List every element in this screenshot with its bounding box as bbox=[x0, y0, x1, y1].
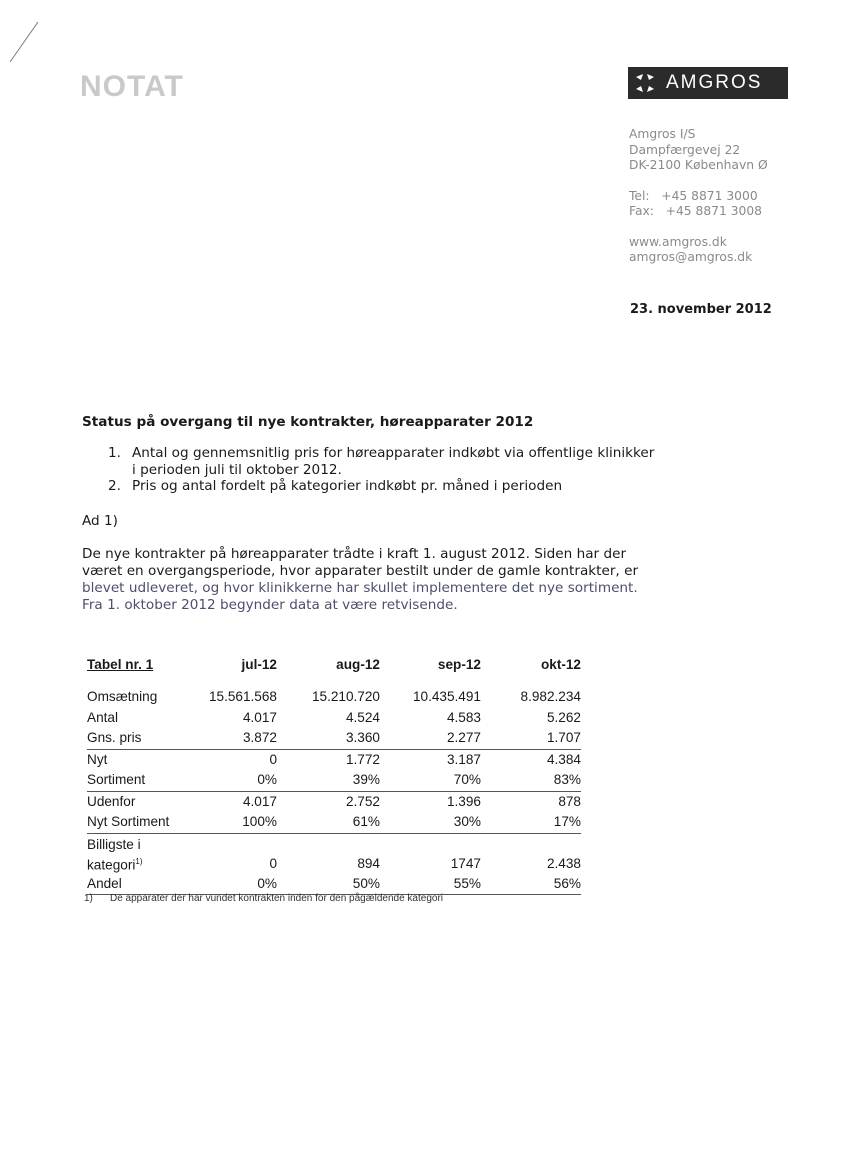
street-address: Dampfærgevej 22 bbox=[629, 142, 741, 157]
table-header-row bbox=[87, 648, 581, 672]
data-table bbox=[87, 648, 581, 895]
table-row: Billigste i kategori$^{1)}$ 0 894 1747 2.438 bbox=[87, 836, 581, 873]
table-title: Tabel nr. 1 bbox=[87, 657, 154, 672]
table-row: Gns. pris 3.872 3.360 2.277 1.707 bbox=[87, 728, 581, 750]
amgros-logo bbox=[628, 67, 788, 99]
column-header: jul-12 bbox=[241, 657, 277, 672]
notat-title: NOTAT bbox=[80, 70, 184, 103]
city-address: DK-2100 København Ø bbox=[629, 158, 768, 172]
document-date: 23. november 2012 bbox=[630, 302, 772, 317]
table-row: Sortiment 0% 39% 70% 83% bbox=[87, 770, 581, 792]
website: www.amgros.dk bbox=[629, 234, 727, 249]
email: amgros@amgros.dk bbox=[629, 250, 753, 264]
amgros-logo-icon bbox=[632, 70, 658, 96]
list-item: 1. Antal og gennemsnitlig pris for høreapparater indkøbt via offentlige klinikker i perioden juli til oktober 2012. bbox=[108, 445, 655, 478]
column-header: aug-12 bbox=[336, 657, 380, 672]
table-row: Andel 0% 50% 55% 56% bbox=[87, 874, 581, 896]
document-heading: Status på overgang til nye kontrakter, høreapparater 2012 bbox=[82, 414, 534, 430]
list-item: 2. Pris og antal fordelt på kategorier indkøbt pr. måned i perioden bbox=[108, 478, 563, 494]
pen-stroke-mark bbox=[8, 16, 48, 66]
table-row: Nyt 0 1.772 3.187 4.384 bbox=[87, 751, 581, 767]
table-row: Omsætning 15.561.568 15.210.720 10.435.491 8.982.234 bbox=[87, 689, 581, 704]
body-paragraph: De nye kontrakter på høreapparater trådte i kraft 1. august 2012. Siden har der været en overgangsperiode, hvor apparater bestilt under de gamle kontrakter, er blevet udleveret, og hvor klinikkerne har skullet implementere det nye sortiment. Fra 1. oktober 2012 begynder data at være retvisende. bbox=[82, 546, 639, 613]
numbered-list bbox=[108, 445, 698, 495]
fax-line: Fax: +45 8871 3008 bbox=[629, 204, 762, 218]
column-header: okt-12 bbox=[540, 657, 581, 672]
fax-number: +45 8871 3008 bbox=[665, 204, 762, 218]
company-name: Amgros I/S bbox=[629, 127, 696, 141]
section-label: Ad 1) bbox=[82, 513, 118, 529]
table-row: Antal 4.017 4.524 4.583 5.262 bbox=[87, 709, 581, 725]
amgros-logo-text: AMGROS bbox=[666, 72, 763, 93]
contact-block bbox=[629, 127, 768, 266]
table-row: Nyt Sortiment 100% 61% 30% 17% bbox=[87, 812, 581, 834]
column-header: sep-12 bbox=[437, 657, 481, 672]
phone-number: +45 8871 3000 bbox=[661, 188, 758, 203]
table-footnote: 1) De apparater der har vundet kontrakten inden for den pågældende kategori bbox=[84, 893, 444, 904]
table-row: Udenfor 4.017 2.752 1.396 878 bbox=[87, 793, 581, 809]
phone-line: Tel: +45 8871 3000 bbox=[629, 188, 758, 203]
